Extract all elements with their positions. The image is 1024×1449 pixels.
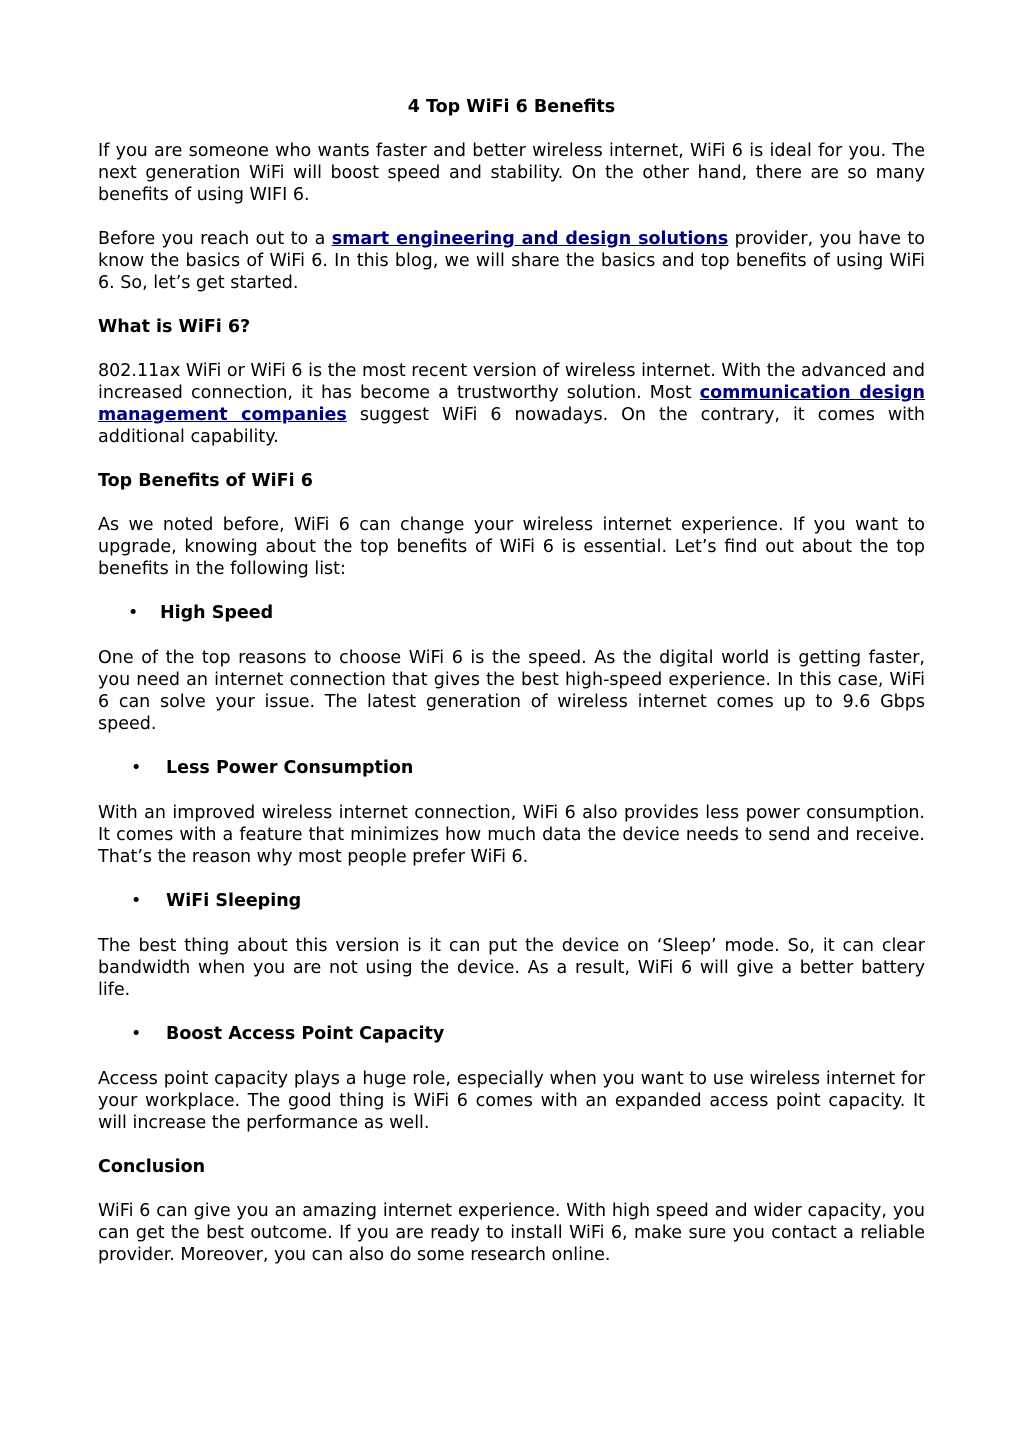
intro-paragraph-1: If you are someone who wants faster and better wireless internet, WiFi 6 is ideal for you. The next generation WiFi will boost speed and stability. On the other hand, there are so many benefits of using WIFI 6. bbox=[98, 141, 925, 205]
wifi-sleeping-paragraph: The best thing about this version is it can put the device on ‘Sleep’ mode. So, it can clear bandwidth when you are not using the device. As a result, WiFi 6 will give a better battery life. bbox=[98, 936, 925, 1000]
bullet-icon: • bbox=[131, 891, 142, 911]
less-power-paragraph: With an improved wireless internet connection, WiFi 6 also provides less power consumption. It comes with a feature that minimizes how much data the device needs to send and receive. That’s the reason why most people prefer WiFi 6. bbox=[98, 803, 925, 867]
bullet-icon: • bbox=[131, 1024, 142, 1044]
bullet-icon: • bbox=[131, 758, 142, 778]
bullet-heading-access-point bbox=[98, 1023, 925, 1045]
document-title: 4 Top WiFi 6 Benefits bbox=[407, 97, 616, 117]
bullet-heading-wifi-sleeping bbox=[98, 890, 925, 912]
smart-engineering-link[interactable]: smart engineering and design solutions bbox=[331, 229, 729, 249]
access-point-paragraph: Access point capacity plays a huge role, especially when you want to use wireless internet for your workplace. The good thing is WiFi 6 comes with an expanded access point capacity. It will increase the performance as well. bbox=[98, 1069, 925, 1133]
what-paragraph bbox=[98, 360, 925, 448]
bullet-heading-label: WiFi Sleeping bbox=[166, 891, 302, 911]
bullet-heading-label: Less Power Consumption bbox=[166, 758, 414, 778]
conclusion-paragraph: WiFi 6 can give you an amazing internet experience. With high speed and wider capacity, you can get the best outcome. If you are ready to install WiFi 6, make sure you contact a reliable provider. Moreover, you can also do some research online. bbox=[98, 1201, 925, 1265]
bullet-heading-label: High Speed bbox=[160, 603, 274, 623]
what-text-after: suggest WiFi 6 nowadays. On the contrary, it comes with additional capability. bbox=[98, 405, 925, 447]
bullet-heading-less-power bbox=[98, 757, 925, 779]
high-speed-paragraph: One of the top reasons to choose WiFi 6 is the speed. As the digital world is getting faster, you need an internet connection that gives the best high-speed experience. In this case, WiFi 6 can solve your issue. The latest generation of wireless internet comes up to 9.6 Gbps speed. bbox=[98, 648, 925, 734]
intro-text-before: Before you reach out to a bbox=[98, 229, 332, 249]
communication-design-link[interactable]: communication design management companies bbox=[98, 383, 925, 425]
heading-what-is-wifi-6: What is WiFi 6? bbox=[98, 317, 251, 337]
benefits-intro-paragraph: As we noted before, WiFi 6 can change your wireless internet experience. If you want to upgrade, knowing about the top benefits of WiFi 6 is essential. Let’s find out about the top benefits in the following list: bbox=[98, 515, 925, 579]
bullet-heading-high-speed bbox=[98, 602, 925, 624]
bullet-heading-label: Boost Access Point Capacity bbox=[166, 1024, 445, 1044]
bullet-icon: • bbox=[128, 603, 139, 623]
intro-paragraph-2 bbox=[98, 228, 925, 294]
what-text-before: 802.11ax WiFi or WiFi 6 is the most recent version of wireless internet. With the advanced and increased connection, it has become a trustworthy solution. Most bbox=[98, 361, 925, 403]
document-page bbox=[98, 96, 925, 1288]
intro-text-after: provider, you have to know the basics of WiFi 6. In this blog, we will share the basics and top benefits of using WiFi 6. So, let’s get started. bbox=[98, 229, 925, 293]
heading-conclusion: Conclusion bbox=[98, 1157, 206, 1177]
heading-top-benefits: Top Benefits of WiFi 6 bbox=[98, 471, 313, 491]
